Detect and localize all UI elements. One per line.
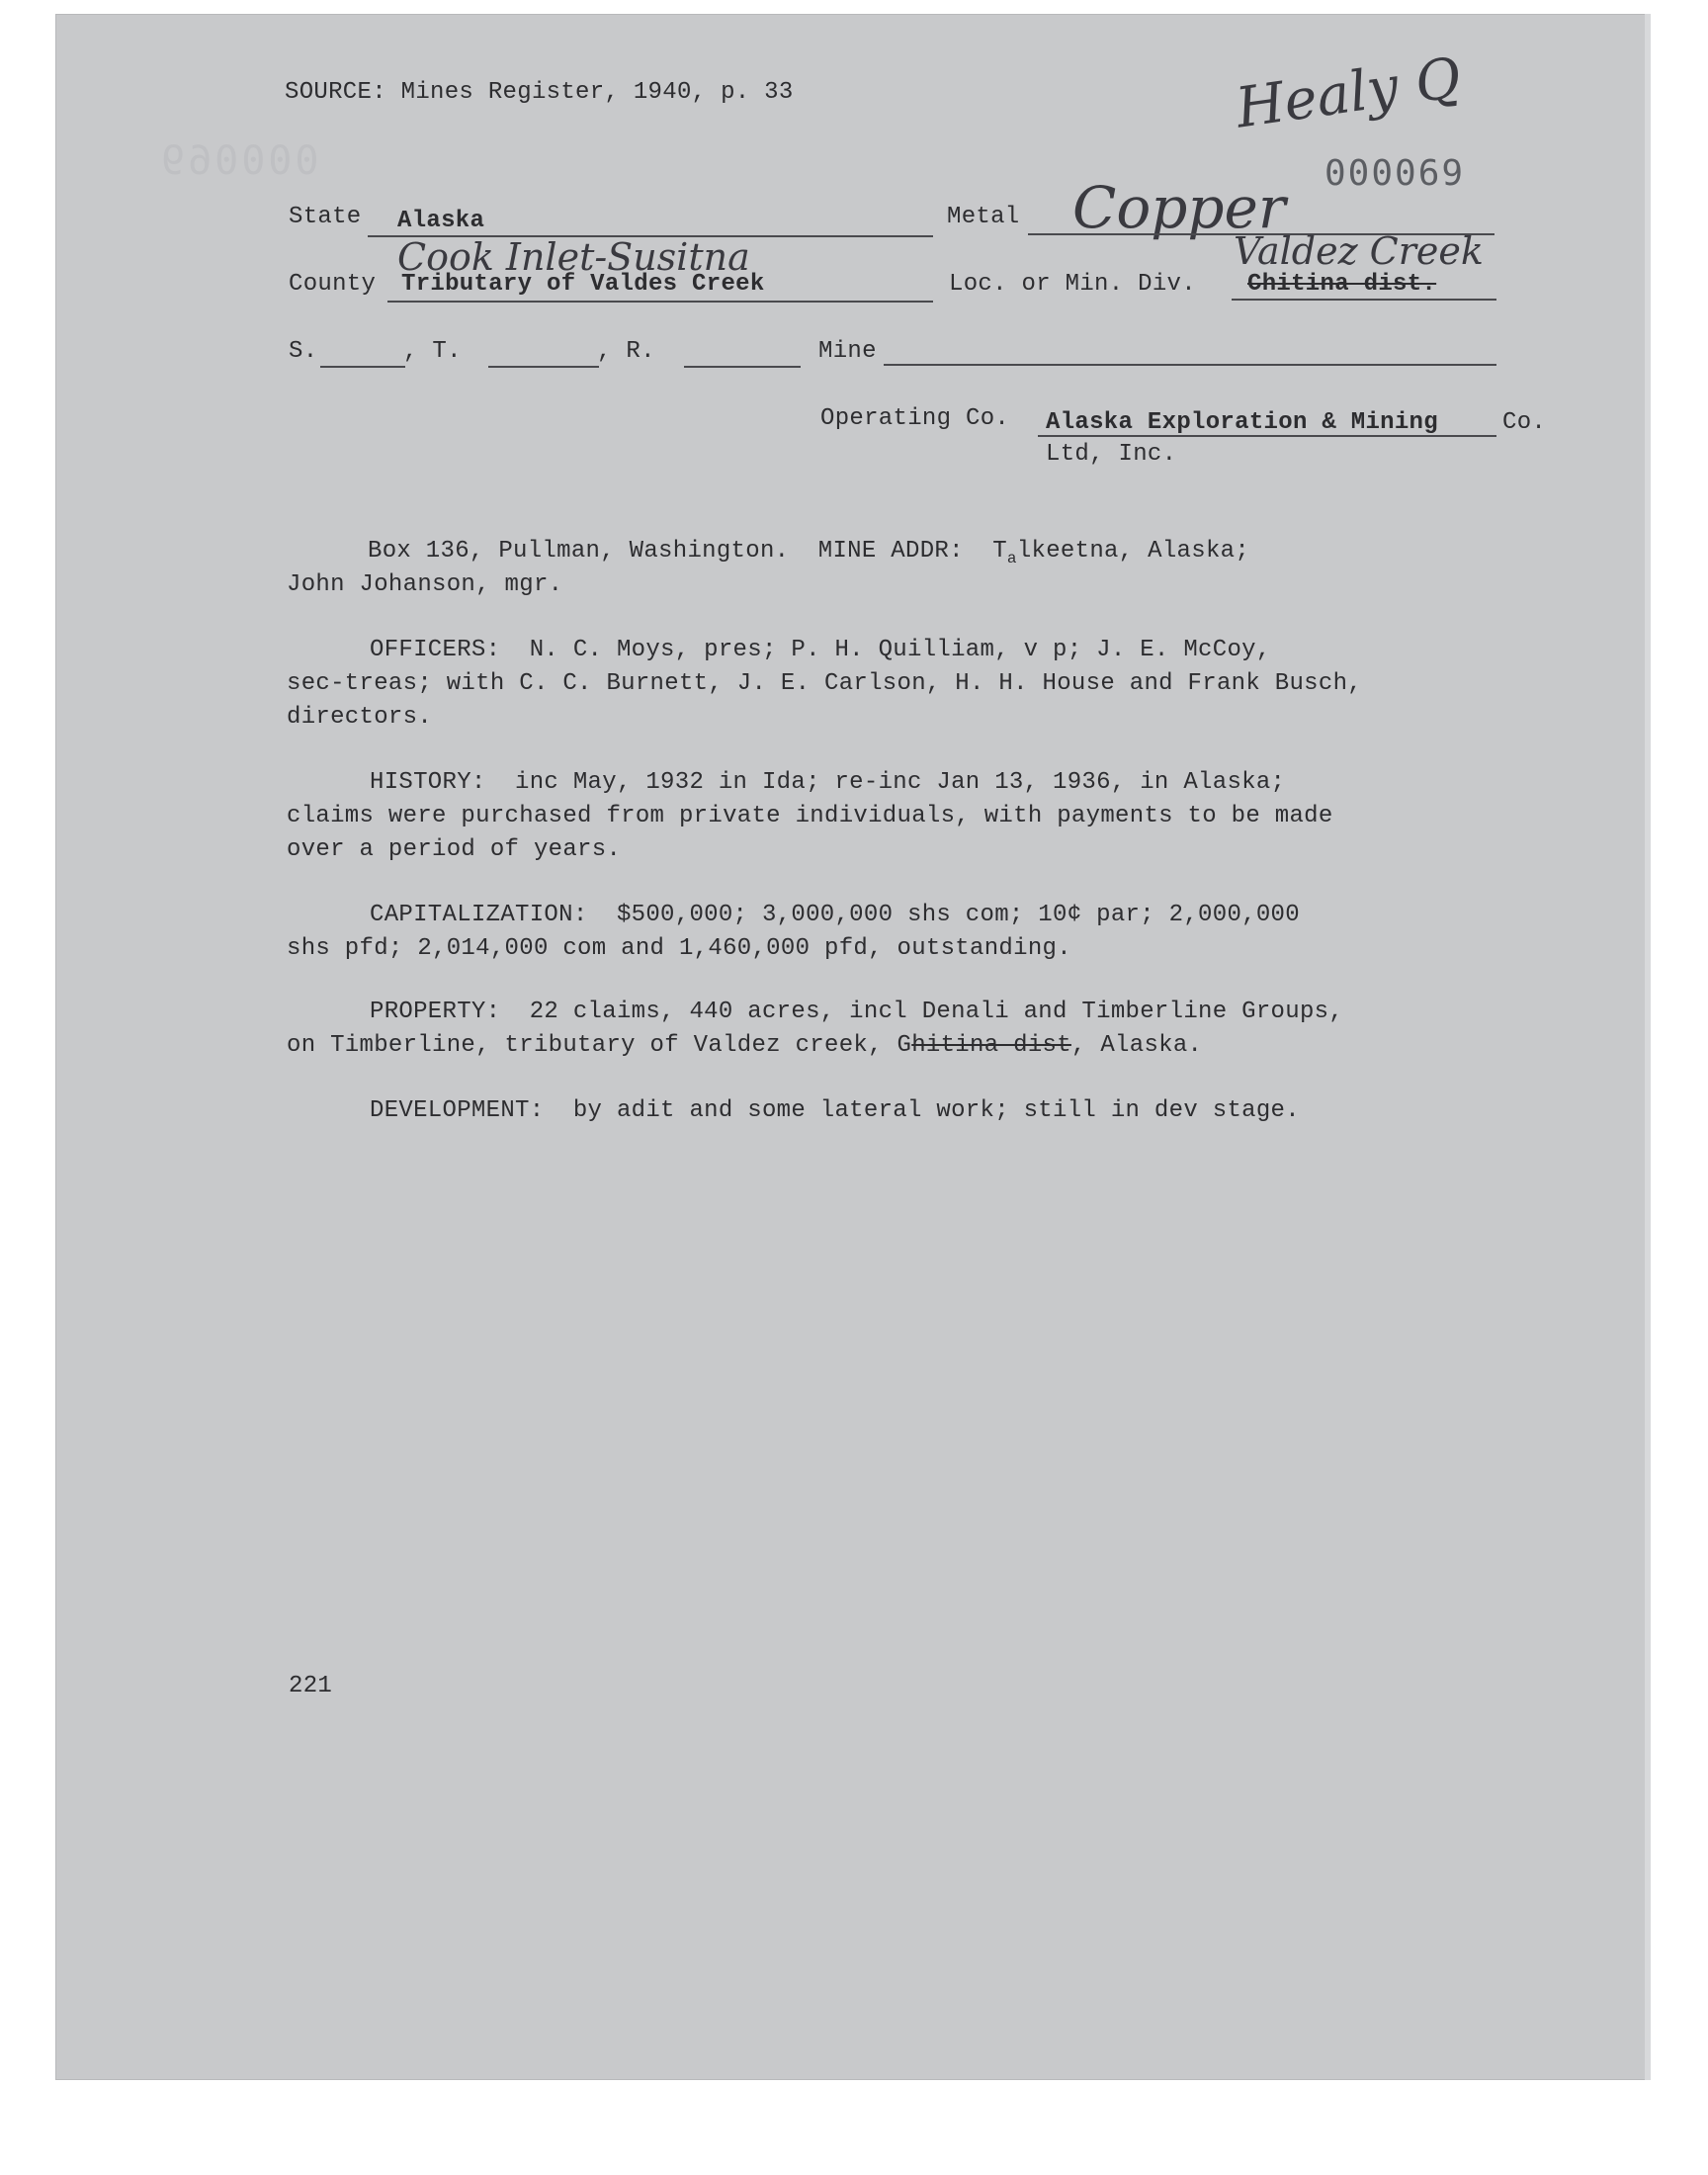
opco-value: Alaska Exploration & Mining (1046, 409, 1438, 436)
handwritten-annotation: Healy Q (1232, 45, 1466, 141)
officers-line-1: OFFICERS: N. C. Moys, pres; P. H. Quilliam, v p; J. E. McCoy, (370, 637, 1271, 663)
opco-underline (1038, 435, 1496, 437)
history-line-1: HISTORY: inc May, 1932 in Ida; re-inc Jan 13, 1936, in Alaska; (370, 769, 1286, 796)
s-underline (320, 366, 405, 368)
county-label: County (289, 271, 377, 298)
mine-underline (884, 364, 1496, 366)
property-line-2: on Timberline, tributary of Valdez creek, Ghitina dist, Alaska. (287, 1032, 1203, 1059)
property-line-1: PROPERTY: 22 claims, 440 acres, incl Denali and Timberline Groups, (370, 999, 1344, 1025)
state-label: State (289, 204, 362, 230)
county-handwritten: Cook Inlet-Susitna (397, 235, 750, 279)
t-label: , T. (403, 338, 462, 365)
stamp-number: 000069 (1324, 153, 1466, 194)
history-line-2: claims were purchased from private individuals, with payments to be made (287, 803, 1333, 829)
t-underline (488, 366, 599, 368)
address-line-1: Box 136, Pullman, Washington. MINE ADDR: $T_alkeetna$, Alaska; (368, 538, 1250, 567)
officers-line-3: directors. (287, 704, 433, 731)
s-label: S. (289, 338, 318, 365)
page-edge (1645, 14, 1651, 2080)
opco-suffix: Co. (1502, 409, 1547, 436)
mine-label: Mine (818, 338, 877, 365)
development-line-1: DEVELOPMENT: by adit and some lateral work; still in dev stage. (370, 1097, 1300, 1124)
ghost-number: 000069 (158, 138, 319, 184)
locdiv-label: Loc. or Min. Div. (949, 271, 1196, 298)
opco-line2: Ltd, Inc. (1046, 441, 1177, 468)
metal-label: Metal (947, 204, 1020, 230)
locdiv-handwritten: Valdez Creek (1234, 229, 1484, 273)
capitalization-line-1: CAPITALIZATION: $500,000; 3,000,000 shs com; 10¢ par; 2,000,000 (370, 902, 1300, 928)
history-line-3: over a period of years. (287, 836, 622, 863)
r-underline (684, 366, 801, 368)
state-value: Alaska (397, 208, 485, 234)
officers-line-2: sec-treas; with C. C. Burnett, J. E. Carlson, H. H. House and Frank Busch, (287, 670, 1362, 697)
source-line: SOURCE: Mines Register, 1940, p. 33 (285, 79, 794, 106)
county-value: Tributary of Valdes Creek (401, 271, 765, 298)
locdiv-value: Chitina dist. (1247, 271, 1437, 298)
metal-value: Copper (1072, 174, 1286, 241)
county-underline (387, 301, 933, 303)
page-number: 221 (289, 1673, 333, 1699)
opco-label: Operating Co. (820, 405, 1010, 432)
address-line-2: John Johanson, mgr. (287, 571, 563, 598)
r-label: , R. (597, 338, 655, 365)
locdiv-underline (1232, 299, 1496, 301)
capitalization-line-2: shs pfd; 2,014,000 com and 1,460,000 pfd, outstanding. (287, 935, 1071, 962)
